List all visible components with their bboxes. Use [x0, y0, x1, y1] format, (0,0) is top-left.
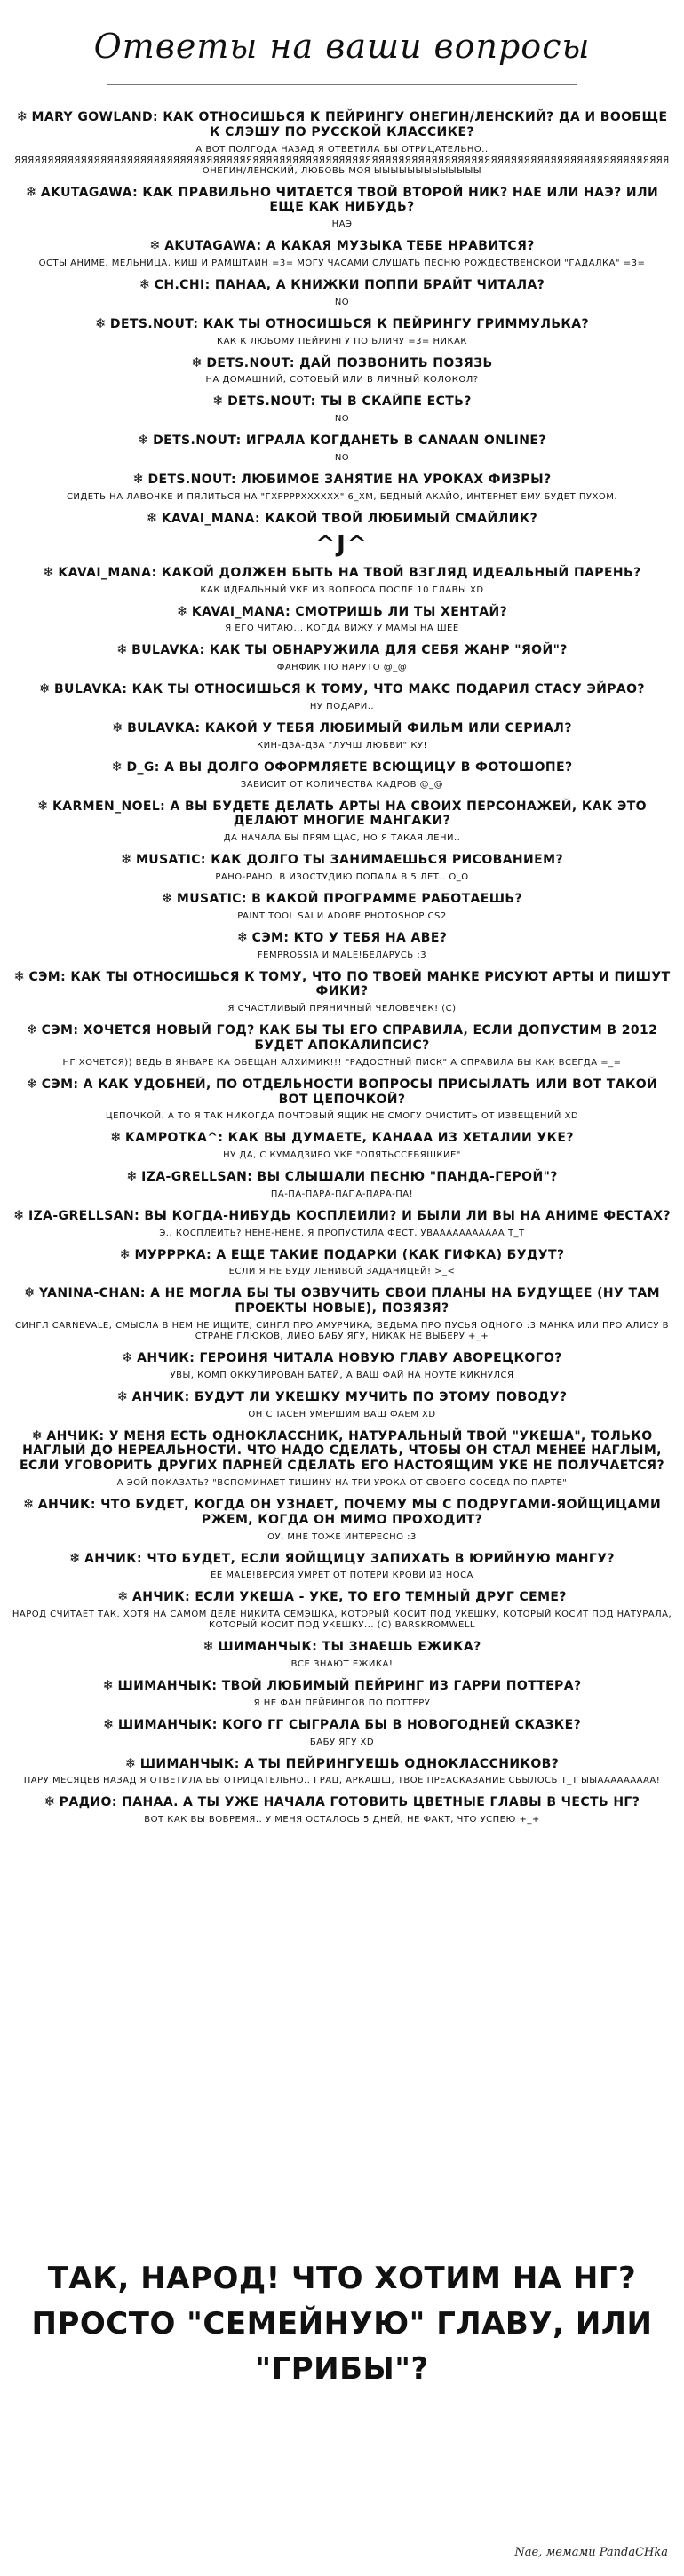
question-text: ШИМАНЧЫК: ТВОЙ ЛЮБИМЫЙ ПЕЙРИНГ ИЗ ГАРРИ ПОТТЕРА? — [117, 1679, 582, 1694]
question — [11, 471, 673, 488]
question-text: АНЧИК: ЧТО БУДЕТ, КОГДА ОН УЗНАЕТ, ПОЧЕМУ МЫ С ПОДРУГАМИ-ЯОЙЩИЦАМИ РЖЕМ, КОГДА ОН МИМО ПРОХОДИТ? — [37, 1498, 662, 1527]
question-text: СЭМ: КАК ТЫ ОТНОСИШЬСЯ К ТОМУ, ЧТО ПО ТВОЕЙ МАНКЕ РИСУЮТ АРТЫ И ПИШУТ ФИКИ? — [28, 969, 671, 999]
question-text: BULAVKA: КАК ТЫ ОБНАРУЖИЛА ДЛЯ СЕБЯ ЖАНР "ЯОЙ"? — [131, 643, 568, 658]
snowflake-icon: ❄ — [126, 1168, 139, 1185]
answer: ОУ, МНЕ ТОЖЕ ИНТЕРЕСНО :3 — [267, 1531, 417, 1542]
question — [11, 1022, 673, 1053]
snowflake-icon: ❄ — [124, 1754, 137, 1771]
question-text: IZA-GRELLSAN: ВЫ КОГДА-НИБУДЬ КОСПЛЕИЛИ? И БЫЛИ ЛИ ВЫ НА АНИМЕ ФЕСТАХ? — [28, 1208, 672, 1223]
answer: НУ ДА, С КУМАДЗИРО УКЕ "ОПЯТЬССЕБЯШКИЕ" — [223, 1150, 461, 1161]
snowflake-icon: ❄ — [26, 1075, 38, 1092]
answer: ПАРУ МЕСЯЦЕВ НАЗАД Я ОТВЕТИЛА БЫ ОТРИЦАТЕЛЬНО.. ГРАЦ, АРКАШШ, ТВОЕ ПРЕАСКАЗАНИЕ СБЫЛОСЬ Т_Т ЫЫААААААААА! — [23, 1776, 661, 1786]
question — [11, 393, 673, 409]
footer-signature: Nae, мемами PandaCHka — [514, 2546, 668, 2559]
answer: FEMPROSSIA И MALE!БЕЛАРУСЬ :3 — [257, 950, 427, 960]
snowflake-icon: ❄ — [25, 183, 37, 200]
question-text: MUSATIC: КАК ДОЛГО ТЫ ЗАНИМАЕШЬСЯ РИСОВАНИЕМ? — [135, 853, 563, 868]
question-text: KAVAI_MANA: КАКОЙ ТВОЙ ЛЮБИМЫЙ СМАЙЛИК? — [161, 511, 538, 526]
question — [11, 1388, 673, 1405]
answer: ЕСЛИ Я НЕ БУДУ ЛЕНИВОЙ ЗАДАНИЦЕЙ! >_< — [228, 1267, 456, 1277]
question — [11, 1550, 673, 1567]
answer: ЗАВИСИТ ОТ КОЛИЧЕСТВА КАДРОВ @_@ — [240, 779, 444, 790]
question — [11, 1207, 673, 1224]
snowflake-icon: ❄ — [26, 1022, 38, 1038]
qa-list — [0, 108, 684, 1833]
answer: РАНО-РАНО, В ИЗОСТУДИЮ ПОПАЛА В 5 ЛЕТ.. О_О — [215, 871, 469, 882]
question-text: KAVAI_MANA: СМОТРИШЬ ЛИ ТЫ ХЕНТАЙ? — [191, 604, 508, 619]
answer: NO — [334, 297, 350, 307]
answer: ЕЕ MALE!ВЕРСИЯ УМРЕТ ОТ ПОТЕРИ КРОВИ ИЗ НОСА — [211, 1570, 473, 1581]
question — [11, 1076, 673, 1108]
answer: ВСЕ ЗНАЮТ ЕЖИКА! — [290, 1659, 394, 1670]
snowflake-icon: ❄ — [161, 889, 173, 906]
question-text: МУРРРКА: А ЕЩЕ ТАКИЕ ПОДАРКИ (КАК ГИФКА) БУДУТ? — [134, 1247, 565, 1262]
question-text: AKUTAGAWA: КАК ПРАВИЛЬНО ЧИТАЕТСЯ ТВОЙ ВТОРОЙ НИК? НАЕ ИЛИ НАЭ? ИЛИ ЕЩЕ КАК НИБУДЬ? — [40, 185, 659, 215]
snowflake-icon: ❄ — [23, 1284, 36, 1301]
question — [11, 641, 673, 658]
snowflake-icon: ❄ — [12, 1206, 25, 1223]
question — [11, 1284, 673, 1316]
question-text: KAMPOTKA^: КАК ВЫ ДУМАЕТЕ, КАНААА ИЗ ХЕТАЛИИ УКЕ? — [125, 1131, 574, 1146]
answer: PAINT TOOL SAI И ADOBE PHOTOSHOP CS2 — [237, 910, 447, 921]
question — [11, 1716, 673, 1733]
answer: НА ДОМАШНИЙ, СОТОВЫЙ ИЛИ В ЛИЧНЫЙ КОЛОКОЛ? — [205, 375, 479, 386]
snowflake-icon: ❄ — [111, 758, 123, 775]
question — [11, 354, 673, 371]
answer: КАК К ЛЮБОМУ ПЕЙРИНГУ ПО БЛИЧУ =3= НИКАК — [216, 336, 468, 346]
answer: СИДЕТЬ НА ЛАВОЧКЕ И ПЯЛИТЬСЯ НА "ГХРРРРХХХХХХ" 6_ХМ, БЕДНЫЙ АКАЙО, ИНТЕРНЕТ ЕМУ БУДЕТ ПУХОМ. — [66, 491, 618, 502]
snowflake-icon: ❄ — [94, 314, 107, 331]
question-text: CH.CHI: ПАНАА, А КНИЖКИ ПОППИ БРАЙТ ЧИТАЛА? — [154, 277, 545, 292]
snowflake-icon: ❄ — [176, 602, 188, 619]
question — [11, 798, 673, 830]
question — [11, 1496, 673, 1528]
snowflake-icon: ❄ — [122, 1349, 134, 1366]
answer: ДА НАЧАЛА БЫ ПРЯМ ЩАС, НО Я ТАКАЯ ЛЕНИ.. — [223, 833, 461, 844]
question — [11, 184, 673, 216]
answer: Я СЧАСТЛИВЫЙ ПРЯНИЧНЫЙ ЧЕЛОВЕЧЕК! (С) — [227, 1004, 457, 1014]
question — [11, 315, 673, 332]
snowflake-icon: ❄ — [39, 680, 51, 697]
question — [11, 1246, 673, 1263]
question — [11, 851, 673, 868]
question-text: BULAVKA: КАКОЙ У ТЕБЯ ЛЮБИМЫЙ ФИЛЬМ ИЛИ СЕРИАЛ? — [127, 720, 572, 735]
answer: ^J^ — [315, 530, 369, 558]
snowflake-icon: ❄ — [13, 967, 26, 984]
question-text: АНЧИК: ЕСЛИ УКЕША - УКЕ, ТО ЕГО ТЕМНЫЙ ДРУГ СЕМЕ? — [132, 1590, 567, 1605]
question — [11, 759, 673, 775]
answer: ПА-ПА-ПАРА-ПАПА-ПАРА-ПА! — [270, 1189, 414, 1199]
snowflake-icon: ❄ — [132, 470, 145, 487]
snowflake-icon: ❄ — [112, 719, 124, 735]
question-text: YANINA-CHAN: А НЕ МОГЛА БЫ ТЫ ОЗВУЧИТЬ СВОИ ПЛАНЫ НА БУДУЩЕЕ (НУ ТАМ ПРОЕКТЫ НОВЫЕ), ПОЗЯЗЯ? — [38, 1286, 660, 1316]
question — [11, 108, 673, 140]
question — [11, 929, 673, 946]
question — [11, 720, 673, 736]
question — [11, 1755, 673, 1772]
snowflake-icon: ❄ — [149, 237, 162, 254]
snowflake-icon: ❄ — [116, 1387, 129, 1404]
question-text: AKUTAGAWA: А КАКАЯ МУЗЫКА ТЕБЕ НРАВИТСЯ? — [164, 239, 535, 254]
question — [11, 1427, 673, 1474]
question-text: АНЧИК: ГЕРОИНЯ ЧИТАЛА НОВУЮ ГЛАВУ АВОРЕЦКОГО? — [137, 1351, 562, 1366]
snowflake-icon: ❄ — [139, 275, 151, 292]
snowflake-icon: ❄ — [146, 509, 158, 526]
snowflake-icon: ❄ — [16, 108, 28, 124]
question — [11, 510, 673, 527]
answer: БАБУ ЯГУ XD — [309, 1737, 375, 1747]
snowflake-icon: ❄ — [44, 1793, 56, 1810]
answer: ФАНФИК ПО НАРУТО @_@ — [276, 663, 408, 673]
question-text: KAVAI_MANA: КАКОЙ ДОЛЖЕН БЫТЬ НА ТВОЙ ВЗГЛЯД ИДЕАЛЬНЫЙ ПАРЕНЬ? — [58, 565, 641, 580]
question-text: IZA-GRELLSAN: ВЫ СЛЫШАЛИ ПЕСНЮ "ПАНДА-ГЕРОЙ"? — [141, 1170, 558, 1185]
question-text: KARMEN_NOEL: А ВЫ БУДЕТЕ ДЕЛАТЬ АРТЫ НА СВОИХ ПЕРСОНАЖЕЙ, КАК ЭТО ДЕЛАЮТ МНОГИЕ МАНГАКИ? — [52, 799, 647, 829]
answer: А ЭОЙ ПОКАЗАТЬ? "ВСПОМИНАЕТ ТИШИНУ НА ТРИ УРОКА ОТ СВОЕГО СОСЕДА ПО ПАРТЕ" — [116, 1478, 568, 1489]
answer: Э.. КОСПЛЕИТЬ? НЕНЕ-НЕНЕ. Я ПРОПУСТИЛА ФЕСТ, УВААААААААААА Т_Т — [159, 1228, 525, 1238]
question — [11, 1129, 673, 1146]
snowflake-icon: ❄ — [37, 797, 49, 814]
answer: Я НЕ ФАН ПЕЙРИНГОВ ПО ПОТТЕРУ — [253, 1697, 431, 1708]
question — [11, 1638, 673, 1655]
question-text: АНЧИК: БУДУТ ЛИ УКЕШКУ МУЧИТЬ ПО ЭТОМУ ПОВОДУ? — [131, 1389, 568, 1404]
answer: ВОТ КАК ВЫ ВОВРЕМЯ.. У МЕНЯ ОСТАЛОСЬ 5 ДНЕЙ, НЕ ФАКТ, ЧТО УСПЕЮ +_+ — [144, 1815, 540, 1825]
question-text: АНЧИК: У МЕНЯ ЕСТЬ ОДНОКЛАССНИК, НАТУРАЛЬНЫЙ ТВОЙ "УКЕША", ТОЛЬКО НАГЛЫЙ ДО НЕРЕАЛЬНОСТИ. ЧТО НАДО СДЕЛАТЬ, ЧТОБЫ ОН СТАЛ МЕНЕЕ НАГЛЫМ, ЕСЛИ УГОВОРИТЬ ДРУГИХ ПАРНЕЙ СДЕЛАТЬ ЕГО НАСТОЯЩИМ УКЕ НЕ ПОЛУЧАЕТСЯ? — [20, 1428, 664, 1474]
question-text: DETS.NOUT: ЛЮБИМОЕ ЗАНЯТИЕ НА УРОКАХ ФИЗРЫ? — [147, 472, 552, 487]
question-text: DETS.NOUT: КАК ТЫ ОТНОСИШЬСЯ К ПЕЙРИНГУ ГРИММУЛЬКА? — [109, 316, 590, 331]
question — [11, 680, 673, 697]
answer: НГ ХОЧЕТСЯ)) ВЕДЬ В ЯНВАРЕ КА ОБЕЩАН АЛХИМИК!!! "РАДОСТНЫЙ ПИСК" А СПРАВИЛА БЫ КАК ВСЕГДА =_= — [62, 1057, 622, 1068]
question-text: BULAVKA: КАК ТЫ ОТНОСИШЬСЯ К ТОМУ, ЧТО МАКС ПОДАРИЛ СТАСУ ЭЙРАО? — [53, 682, 645, 697]
question — [11, 237, 673, 254]
question — [11, 1168, 673, 1185]
closing-message: ТАК, НАРОД! ЧТО ХОТИМ НА НГ? ПРОСТО "СЕМЕЙНУЮ" ГЛАВУ, ИЛИ "ГРИБЫ"? — [31, 2261, 653, 2387]
answer: NO — [334, 452, 350, 463]
question — [11, 432, 673, 449]
question — [11, 1793, 673, 1810]
question-text: ШИМАНЧЫК: А ТЫ ПЕЙРИНГУЕШЬ ОДНОКЛАССНИКОВ? — [139, 1756, 560, 1771]
question — [11, 968, 673, 1000]
question-text: DETS.NOUT: ДАЙ ПОЗВОНИТЬ ПОЗЯЗЬ — [206, 355, 493, 370]
snowflake-icon: ❄ — [31, 1427, 44, 1443]
question — [11, 1349, 673, 1366]
answer: ОСТЫ АНИМЕ, МЕЛЬНИЦА, КИШ И РАМШТАЙН =3= МОГУ ЧАСАМИ СЛУШАТЬ ПЕСНЮ РОЖДЕСТВЕНСКОЙ "ГАДАЛКА" =3= — [38, 258, 646, 268]
answer: ОН СПАСЕН УМЕРШИМ ВАШ ФАЕМ XD — [248, 1409, 436, 1419]
answer: НАЭ — [331, 219, 353, 230]
question-text: ШИМАНЧЫК: КОГО ГГ СЫГРАЛА БЫ В НОВОГОДНЕЙ СКАЗКЕ? — [117, 1717, 582, 1732]
question — [11, 1588, 673, 1605]
snowflake-icon: ❄ — [119, 1245, 131, 1262]
snowflake-icon: ❄ — [138, 432, 150, 449]
question-text: MARY GOWLAND: КАК ОТНОСИШЬСЯ К ПЕЙРИНГУ ОНЕГИН/ЛЕНСКИЙ? ДА И ВООБЩЕ К СЛЭШУ ПО РУССКОЙ КЛАССИКЕ? — [31, 110, 668, 139]
answer: КАК ИДЕАЛЬНЫЙ УКЕ ИЗ ВОПРОСА ПОСЛЕ 10 ГЛАВЫ XD — [200, 584, 484, 595]
question-text: DETS.NOUT: ТЫ В СКАЙПЕ ЕСТЬ? — [227, 394, 472, 409]
snowflake-icon: ❄ — [69, 1549, 82, 1566]
answer: СИНГЛ CARNEVALE, СМЫСЛА В НЕМ НЕ ИЩИТЕ; СИНГЛ ПРО АМУРЧИКА; ВЕДЬМА ПРО ПУСЬЯ ОДНОГО :3 МАНКА ИЛИ ПРО АЛИСУ В СТРАНЕ ГЛЮКОВ, ЛИБО БАБУ ЯГУ, НИКАК НЕ ВЫБЕРУ +_+ — [14, 1321, 670, 1342]
snowflake-icon: ❄ — [203, 1638, 215, 1655]
answer: КИН-ДЗА-ДЗА "ЛУЧШ ЛЮБВИ" КУ! — [256, 740, 428, 751]
snowflake-icon: ❄ — [22, 1496, 35, 1513]
question-text: СЭМ: КТО У ТЕБЯ НА АВЕ? — [251, 930, 448, 945]
question-text: ШИМАНЧЫК: ТЫ ЗНАЕШЬ ЕЖИКА? — [218, 1640, 481, 1655]
question-text: СЭМ: А КАК УДОБНЕЙ, ПО ОТДЕЛЬНОСТИ ВОПРОСЫ ПРИСЫЛАТЬ ИЛИ ВОТ ТАКОЙ ВОТ ЦЕПОЧКОЙ? — [41, 1077, 658, 1107]
answer: НУ ПОДАРИ.. — [309, 701, 375, 712]
answer: NO — [334, 414, 350, 425]
answer: Я ЕГО ЧИТАЮ... КОГДА ВИЖУ У МАМЫ НА ШЕЕ — [225, 624, 459, 634]
snowflake-icon: ❄ — [236, 928, 249, 945]
question — [11, 603, 673, 620]
question — [11, 890, 673, 907]
snowflake-icon: ❄ — [102, 1677, 115, 1694]
question — [11, 276, 673, 293]
answer: УВЫ, КОМП ОККУПИРОВАН БАТЕЙ, А ВАШ ФАЙ НА НОУТЕ КИКНУЛСЯ — [170, 1370, 514, 1380]
question — [11, 564, 673, 581]
question-text: MUSATIC: В КАКОЙ ПРОГРАММЕ РАБОТАЕШЬ? — [176, 891, 523, 906]
answer: НАРОД СЧИТАЕТ ТАК. ХОТЯ НА САМОМ ДЕЛЕ НИКИТА СЕМЭШКА, КОТОРЫЙ КОСИТ ПОД УКЕШКУ, КОТОРЫЙ КОСИТ ПОД НАТУРАЛА, КОТОРЫЙ КОСИТ ПОД УКЕШКУ... (С) BARSKROMWELL — [12, 1610, 672, 1631]
question-text: СЭМ: ХОЧЕТСЯ НОВЫЙ ГОД? КАК БЫ ТЫ ЕГО СПРАВИЛА, ЕСЛИ ДОПУСТИМ В 2012 БУДЕТ АПОКАЛИПСИС? — [41, 1023, 658, 1053]
snowflake-icon: ❄ — [212, 393, 225, 409]
question-text: D_G: А ВЫ ДОЛГО ОФОРМЛЯЕТЕ ВСЮЩИЦУ В ФОТОШОПЕ? — [126, 759, 573, 775]
question-text: DETS.NOUT: ИГРАЛА КОГДАНЕТЬ В CANAAN ONLINE? — [153, 433, 546, 449]
snowflake-icon: ❄ — [110, 1129, 123, 1146]
question — [11, 1677, 673, 1694]
snowflake-icon: ❄ — [102, 1715, 115, 1732]
snowflake-icon: ❄ — [191, 354, 203, 370]
title-divider — [107, 84, 577, 85]
answer: ЦЕПОЧКОЙ. А ТО Я ТАК НИКОГДА ПОЧТОВЫЙ ЯЩИК НЕ СМОГУ ОЧИСТИТЬ ОТ ИЗВЕЩЕНИЙ XD — [105, 1111, 579, 1122]
question-text: РАДИО: ПАНАА. А ТЫ УЖЕ НАЧАЛА ГОТОВИТЬ ЦВЕТНЫЕ ГЛАВЫ В ЧЕСТЬ НГ? — [59, 1795, 640, 1810]
snowflake-icon: ❄ — [121, 851, 132, 868]
snowflake-icon: ❄ — [117, 1588, 130, 1605]
question-text: АНЧИК: ЧТО БУДЕТ, ЕСЛИ ЯОЙЩИЦУ ЗАПИХАТЬ В ЮРИЙНУЮ МАНГУ? — [84, 1551, 615, 1566]
page-title: Ответы на ваши вопросы — [93, 27, 591, 66]
snowflake-icon: ❄ — [43, 563, 55, 580]
snowflake-icon: ❄ — [116, 641, 129, 658]
answer: А ВОТ ПОЛГОДА НАЗАД Я ОТВЕТИЛА БЫ ОТРИЦАТЕЛЬНО.. ЯЯЯЯЯЯЯЯЯЯЯЯЯЯЯЯЯЯЯЯЯЯЯЯЯЯЯЯЯЯЯЯЯЯЯЯЯЯЯЯЯЯЯЯЯЯЯЯЯЯЯЯЯЯЯЯЯЯЯЯЯЯЯЯЯЯЯЯЯЯЯЯЯЯЯЯЯЯЯЯЯЯЯЯЯЯЯЯЯЯЯЯЯЯЯЯЯЯЯ ОНЕГИН/ЛЕНСКИЙ, ЛЮБОВЬ МОЯ ЫЫЫЫЫЫЫЫЫЫЫЫЫ — [14, 144, 670, 176]
